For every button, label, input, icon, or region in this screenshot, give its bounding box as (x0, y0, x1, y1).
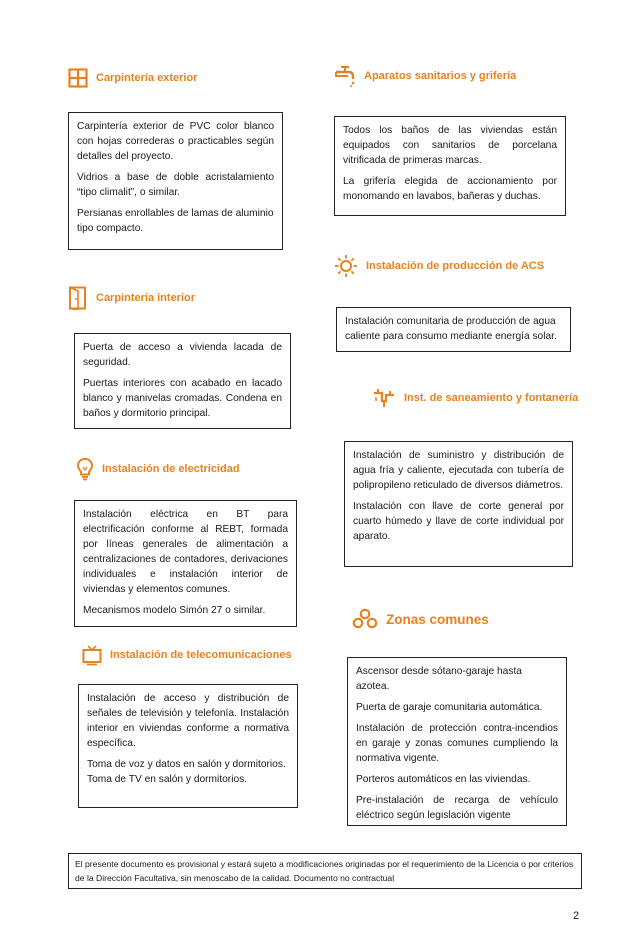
paragraph: Instalación con llave de corte general por cuarto húmedo y llave de corte individual por aparato. (353, 501, 564, 542)
section-title-text: Aparatos sanitarios y grifería (364, 70, 517, 82)
section-title-telecomunicaciones (82, 644, 292, 666)
section-title-sanitarios (334, 64, 516, 88)
section-title-text: Instalación de electricidad (102, 463, 240, 475)
section-title-carpinteria-exterior (68, 68, 197, 88)
saneamiento-box (344, 441, 573, 567)
acs-box (336, 307, 571, 352)
paragraph: Persianas enrollables de lamas de aluminio tipo compacto. (77, 208, 274, 234)
zonas-comunes-box (347, 657, 567, 826)
section-title-text: Zonas comunes (386, 611, 489, 627)
page-number: 2 (573, 910, 580, 922)
section-title-text: Instalación de telecomunicaciones (110, 649, 292, 661)
paragraph: Puerta de garaje comunitaria automática. (356, 702, 543, 713)
section-title-text: Instalación de producción de ACS (366, 260, 545, 272)
window-icon (68, 68, 88, 88)
section-title-text: Carpintería exterior (96, 72, 198, 84)
paragraph: Mecanismos modelo Simón 27 o similar. (83, 605, 266, 616)
pipes-icon (372, 387, 396, 409)
door-icon (68, 286, 88, 310)
section-title-zonas-comunes (352, 608, 489, 630)
paragraph: Instalación de suministro y distribución de agua fría y caliente, ejecutada con tubería de polipropileno reticulado de diversos diámetros. (353, 450, 564, 491)
paragraph: Toma de voz y datos en salón y dormitorios. Toma de TV en salón y dormitorios. (87, 759, 286, 785)
paragraph: Puerta de acceso a vivienda lacada de seguridad. (83, 342, 282, 368)
sun-icon (334, 254, 358, 278)
tv-icon (82, 644, 102, 666)
electricidad-box (74, 500, 297, 627)
section-title-text: Inst. de saneamiento y fontanería (404, 392, 579, 404)
community-icon (352, 608, 378, 630)
paragraph: Carpintería exterior de PVC color blanco con hojas correderas o practicables según detalles del proyecto. (77, 121, 274, 162)
section-title-saneamiento (372, 387, 578, 409)
faucet-icon (334, 64, 356, 88)
paragraph: Instalación eléctrica en BT para electrificación conforme al REBT, formada por líneas generales de alimentación a centralizaciones de contadores, derivaciones individuales e instalación interior de viviendas y elementos comunes. (83, 509, 288, 595)
carpinteria-interior-box (74, 333, 291, 429)
paragraph: Todos los baños de las viviendas están equipados con sanitarios de porcelana vitrificada de primeras marcas. (343, 125, 557, 166)
paragraph: Puertas interiores con acabado en lacado blanco y manivelas cromadas. Condena en baños y dormitorio principal. (83, 378, 282, 419)
paragraph: Instalación de protección contra-incendios en garaje y zonas comunes cumpliendo la normativa vigente. (356, 723, 558, 764)
paragraph: Ascensor desde sótano-garaje hasta azotea. (356, 666, 522, 692)
footer-disclaimer: El presente documento es provisional y estará sujeto a modificaciones originadas por el requerimiento de la Licencia o por criterios de la Dirección Facultativa, sin menoscabo de la calidad. Documento no contractual (68, 853, 582, 889)
section-title-acs (334, 254, 544, 278)
sanitarios-box (334, 116, 566, 216)
paragraph: Porteros automáticos en las viviendas. (356, 774, 531, 785)
section-title-electricidad (76, 457, 240, 481)
paragraph: Vidrios a base de doble acristalamiento “tipo climalit”, o similar. (77, 172, 274, 198)
telecomunicaciones-box (78, 684, 298, 808)
section-title-text: Carpintería interior (96, 292, 196, 304)
paragraph: Instalación comunitaria de producción de agua caliente para consumo mediante energía solar. (345, 316, 557, 342)
paragraph: Instalación de acceso y distribución de señales de televisión y telefonía. Instalación interior en viviendas conforme a normativa específica. (87, 693, 289, 749)
paragraph: Pre-instalación de recarga de vehículo eléctrico según legislación vigente (356, 795, 558, 821)
section-title-carpinteria-interior (68, 286, 195, 310)
carpinteria-exterior-box (68, 112, 283, 250)
paragraph: La grifería elegida de accionamiento por monomando en lavabos, bañeras y duchas. (343, 176, 557, 202)
lightbulb-icon (76, 457, 94, 481)
